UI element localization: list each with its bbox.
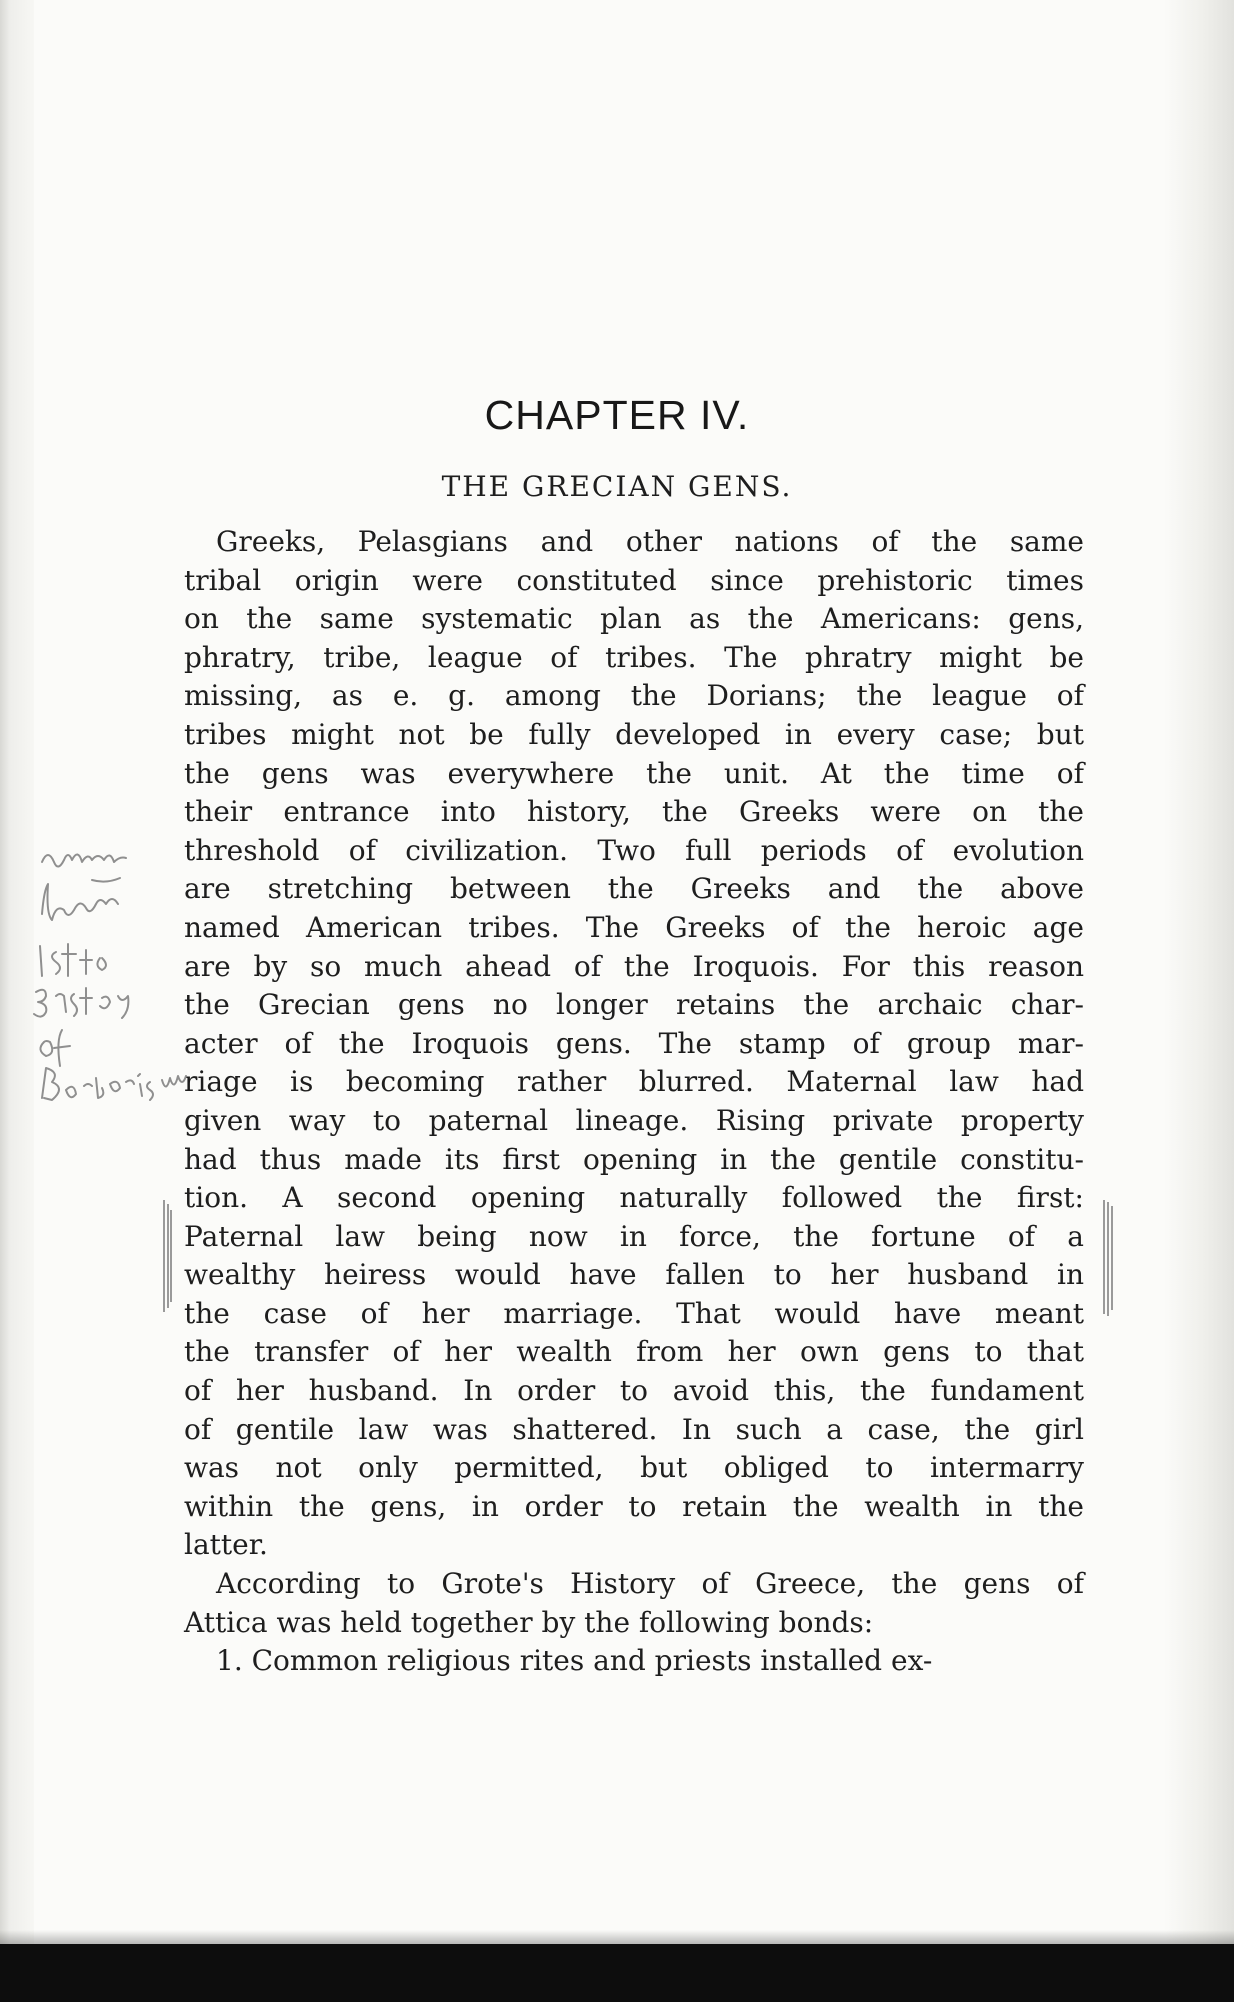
text-line: the transfer of her wealth from her own gens to that — [184, 1335, 1084, 1369]
text-line: on the same systematic plan as the Americans: gens, — [184, 602, 1084, 636]
chapter-title: CHAPTER IV. — [484, 392, 750, 438]
text-line: given way to paternal lineage. Rising private property — [184, 1103, 1084, 1137]
text-line: are by so much ahead of the Iroquois. For this reason — [184, 949, 1084, 983]
text-line: tion. A second opening naturally followed the first: — [184, 1181, 1084, 1215]
text-line: Greeks, Pelasgians and other nations of the same — [216, 525, 1084, 558]
text-line: wealthy heiress would have fallen to her husband in — [184, 1258, 1084, 1292]
handwriting-stroke — [92, 878, 120, 882]
text-line: the gens was everywhere the unit. At the time of — [184, 756, 1084, 790]
text-line: of her husband. In order to avoid this, the fundament — [184, 1374, 1084, 1408]
text-line: missing, as e. g. among the Dorians; the league of — [184, 679, 1084, 713]
text-line: the case of her marriage. That would have meant — [184, 1296, 1084, 1330]
text-line: latter. — [184, 1528, 268, 1562]
text-line: 1. Common religious rites and priests installed ex- — [216, 1644, 933, 1678]
text-line: Attica was held together by the following bonds: — [184, 1605, 874, 1639]
handwriting-stroke — [40, 1030, 70, 1066]
left-margin-bracket — [158, 1196, 178, 1316]
text-line: tribal origin were constituted since prehistoric times — [184, 563, 1084, 597]
text-line: According to Grote's History of Greece, the gens of — [216, 1567, 1084, 1601]
text-line: of gentile law was shattered. In such a case, the girl — [184, 1412, 1084, 1446]
text-line: are stretching between the Greeks and the above — [184, 872, 1084, 906]
text-line: named American tribes. The Greeks of the heroic age — [184, 910, 1084, 944]
right-margin-bracket — [1098, 1196, 1120, 1320]
margin-handwriting — [22, 828, 192, 1168]
text-line: threshold of civilization. Two full periods of evolution — [184, 833, 1084, 867]
page-right-edge — [1164, 0, 1234, 2002]
bottom-shadow — [0, 1930, 1234, 1944]
scan-bottom-edge — [0, 1944, 1234, 2002]
section-title: THE GRECIAN GENS. — [441, 470, 793, 503]
text-line: Paternal law being now in force, the fortune of a — [184, 1219, 1084, 1253]
handwriting-stroke — [42, 884, 118, 920]
text-line: acter of the Iroquois gens. The stamp of group mar- — [184, 1026, 1084, 1060]
text-line: was not only permitted, but obliged to intermarry — [184, 1451, 1084, 1485]
text-line: riage is becoming rather blurred. Maternal law had — [184, 1065, 1084, 1099]
handwriting-stroke — [34, 988, 128, 1018]
text-line: their entrance into history, the Greeks were on the — [184, 795, 1084, 829]
text-line: tribes might not be fully developed in every case; but — [184, 717, 1084, 751]
body-text — [184, 523, 1084, 1681]
handwriting-stroke — [42, 854, 126, 866]
text-line: phratry, tribe, league of tribes. The phratry might be — [184, 640, 1084, 674]
text-line: within the gens, in order to retain the wealth in the — [184, 1489, 1084, 1523]
text-line: had thus made its first opening in the gentile constitu- — [184, 1142, 1084, 1176]
text-line: the Grecian gens no longer retains the archaic char- — [184, 988, 1084, 1022]
handwriting-stroke — [42, 1068, 186, 1100]
handwriting-stroke — [40, 944, 106, 976]
